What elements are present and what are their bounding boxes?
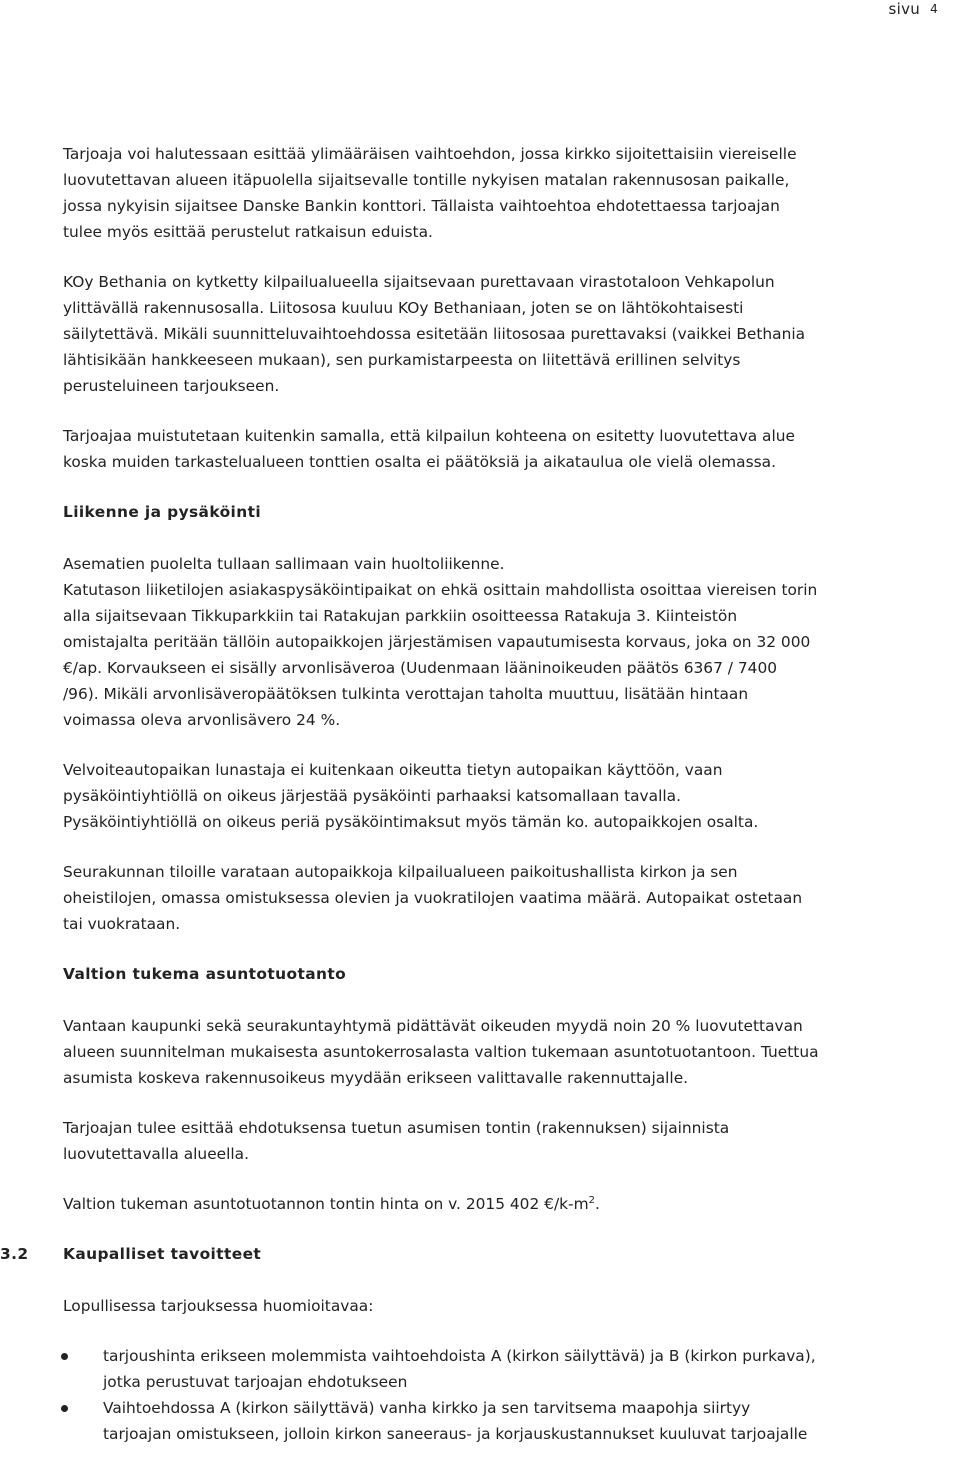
paragraph-reminder — [63, 423, 958, 475]
text-line: Velvoiteautopaikan lunastaja ei kuitenkaan oikeutta tietyn autopaikan käyttöön, vaan — [63, 761, 723, 779]
paragraph-obligation-parking — [63, 757, 958, 835]
page-header — [888, 0, 938, 18]
text-line: KOy Bethania on kytketty kilpailualueella sijaitsevaan purettavaan virastotaloon Vehkapolun — [63, 273, 775, 291]
paragraph-parish-parking — [63, 859, 958, 937]
text-line: voimassa oleva arvonlisävero 24 %. — [63, 711, 341, 729]
text-line: asumista koskeva rakennusoikeus myydään erikseen valittavalle rakennuttajalle. — [63, 1069, 689, 1087]
paragraph-site-location — [63, 1115, 958, 1167]
text-line: Tarjoajan tulee esittää ehdotuksensa tuetun asumisen tontin (rakennuksen) sijainnista — [63, 1119, 730, 1137]
text-line: oheistilojen, omassa omistuksessa olevien ja vuokratilojen vaatima määrä. Autopaikat ostetaan — [63, 889, 803, 907]
paragraph-koy-bethania — [63, 269, 958, 399]
text-line: lähtisikään hankkeeseen mukaan), sen purkamistarpeesta on liitettävä erillinen selvitys — [63, 351, 741, 369]
text-line: tarjoushinta erikseen molemmista vaihtoehdoista A (kirkon säilyttävä) ja B (kirkon purkava), — [103, 1347, 816, 1365]
text-line: Vantaan kaupunki sekä seurakuntayhtymä pidättävät oikeuden myydä noin 20 % luovutettavan — [63, 1017, 803, 1035]
section-title: Kaupalliset tavoitteet — [63, 1245, 262, 1263]
paragraph-site-price — [63, 1191, 958, 1217]
price-end: . — [594, 1195, 600, 1213]
heading-liikenne: Liikenne ja pysäköinti — [63, 503, 262, 521]
section-number: 3.2 — [0, 1245, 29, 1263]
paragraph-subsidized-housing — [63, 1013, 958, 1091]
text-line: Tarjoaja voi halutessaan esittää ylimääräisen vaihtoehdon, jossa kirkko sijoitettaisiin viereiselle — [63, 145, 797, 163]
text-line: Tarjoajaa muistutetaan kuitenkin samalla, että kilpailun kohteena on esitetty luovutettava alue — [63, 427, 795, 445]
text-line: koska muiden tarkastelualueen tonttien osalta ei päätöksiä ja aikataulua ole vielä olemassa. — [63, 453, 776, 471]
paragraph-service-traffic — [63, 551, 958, 577]
text-line: tulee myös esittää perustelut ratkaisun eduista. — [63, 223, 433, 241]
text-line: säilytettävä. Mikäli suunnitteluvaihtoehdossa esitetään liitososaa purettavaksi (vaikkei Bethania — [63, 325, 806, 343]
page-label: sivu — [888, 0, 921, 18]
text-line: Katutason liiketilojen asiakaspysäköintipaikat on ehkä osittain mahdollista osoittaa viereisen torin — [63, 581, 818, 599]
price-text: Valtion tukeman asuntotuotannon tontin hinta on v. 2015 402 €/k-m — [63, 1195, 589, 1213]
document-body — [0, 141, 958, 1447]
text-line: ylittävällä rakennusosalla. Liitososa kuuluu KOy Bethaniaan, joten se on lähtökohtaisesti — [63, 299, 744, 317]
heading-valtion: Valtion tukema asuntotuotanto — [63, 965, 347, 983]
page-number: 4 — [930, 2, 938, 16]
text-line: jossa nykyisin sijaitsee Danske Bankin konttori. Tällaista vaihtoehtoa ehdotettaessa tarjoajan — [63, 197, 780, 215]
text-line: omistajalta peritään tällöin autopaikkojen järjestämisen vapautumisesta korvaus, joka on 32 000 — [63, 633, 811, 651]
text-line: Lopullisessa tarjouksessa huomioitavaa: — [63, 1297, 374, 1315]
text-line: alla sijaitsevaan Tikkuparkkiin tai Ratakujan parkkiin osoitteessa Ratakuja 3. Kiinteistön — [63, 607, 738, 625]
text-line: perusteluineen tarjoukseen. — [63, 377, 280, 395]
price-superscript: 2 — [588, 1195, 595, 1206]
text-line: Seurakunnan tiloille varataan autopaikkoja kilpailualueen paikoitushallista kirkon ja sen — [63, 863, 738, 881]
paragraph-alternative-option — [63, 141, 958, 245]
requirements-list — [63, 1343, 958, 1447]
text-line: alueen suunnitelman mukaisesta asuntokerrosalasta valtion tukemaan asuntotuotantoon. Tuettua — [63, 1043, 819, 1061]
text-line: /96). Mikäli arvonlisäveropäätöksen tulkinta verottajan taholta muuttuu, lisätään hintaan — [63, 685, 749, 703]
text-line: luovutettavalla alueella. — [63, 1145, 250, 1163]
text-line: Vaihtoehdossa A (kirkon säilyttävä) vanha kirkko ja sen tarvitsema maapohja siirtyy — [103, 1399, 751, 1417]
section-heading-kaupalliset — [0, 1241, 958, 1267]
text-line: Asematien puolelta tullaan sallimaan vain huoltoliikenne. — [63, 555, 505, 573]
text-line: tai vuokrataan. — [63, 915, 181, 933]
bullet-icon — [61, 1353, 68, 1360]
list-item — [63, 1343, 958, 1395]
text-line: pysäköintiyhtiöllä on oikeus järjestää pysäköinti parhaaksi katsomallaan tavalla. — [63, 787, 681, 805]
paragraph-final-offer-intro — [63, 1293, 958, 1319]
text-line: luovutettavan alueen itäpuolella sijaitsevalle tontille nykyisen matalan rakennusosan paikalle, — [63, 171, 790, 189]
text-line: Pysäköintiyhtiöllä on oikeus periä pysäköintimaksut myös tämän ko. autopaikkojen osalta. — [63, 813, 759, 831]
text-line: jotka perustuvat tarjoajan ehdotukseen — [103, 1373, 408, 1391]
paragraph-customer-parking — [63, 577, 958, 733]
bullet-icon — [61, 1405, 68, 1412]
text-line: tarjoajan omistukseen, jolloin kirkon saneeraus- ja korjauskustannukset kuuluvat tarjoajalle — [103, 1425, 808, 1443]
list-item — [63, 1395, 958, 1447]
text-line: €/ap. Korvaukseen ei sisälly arvonlisäveroa (Uudenmaan lääninoikeuden päätös 6367 / 7400 — [63, 659, 778, 677]
